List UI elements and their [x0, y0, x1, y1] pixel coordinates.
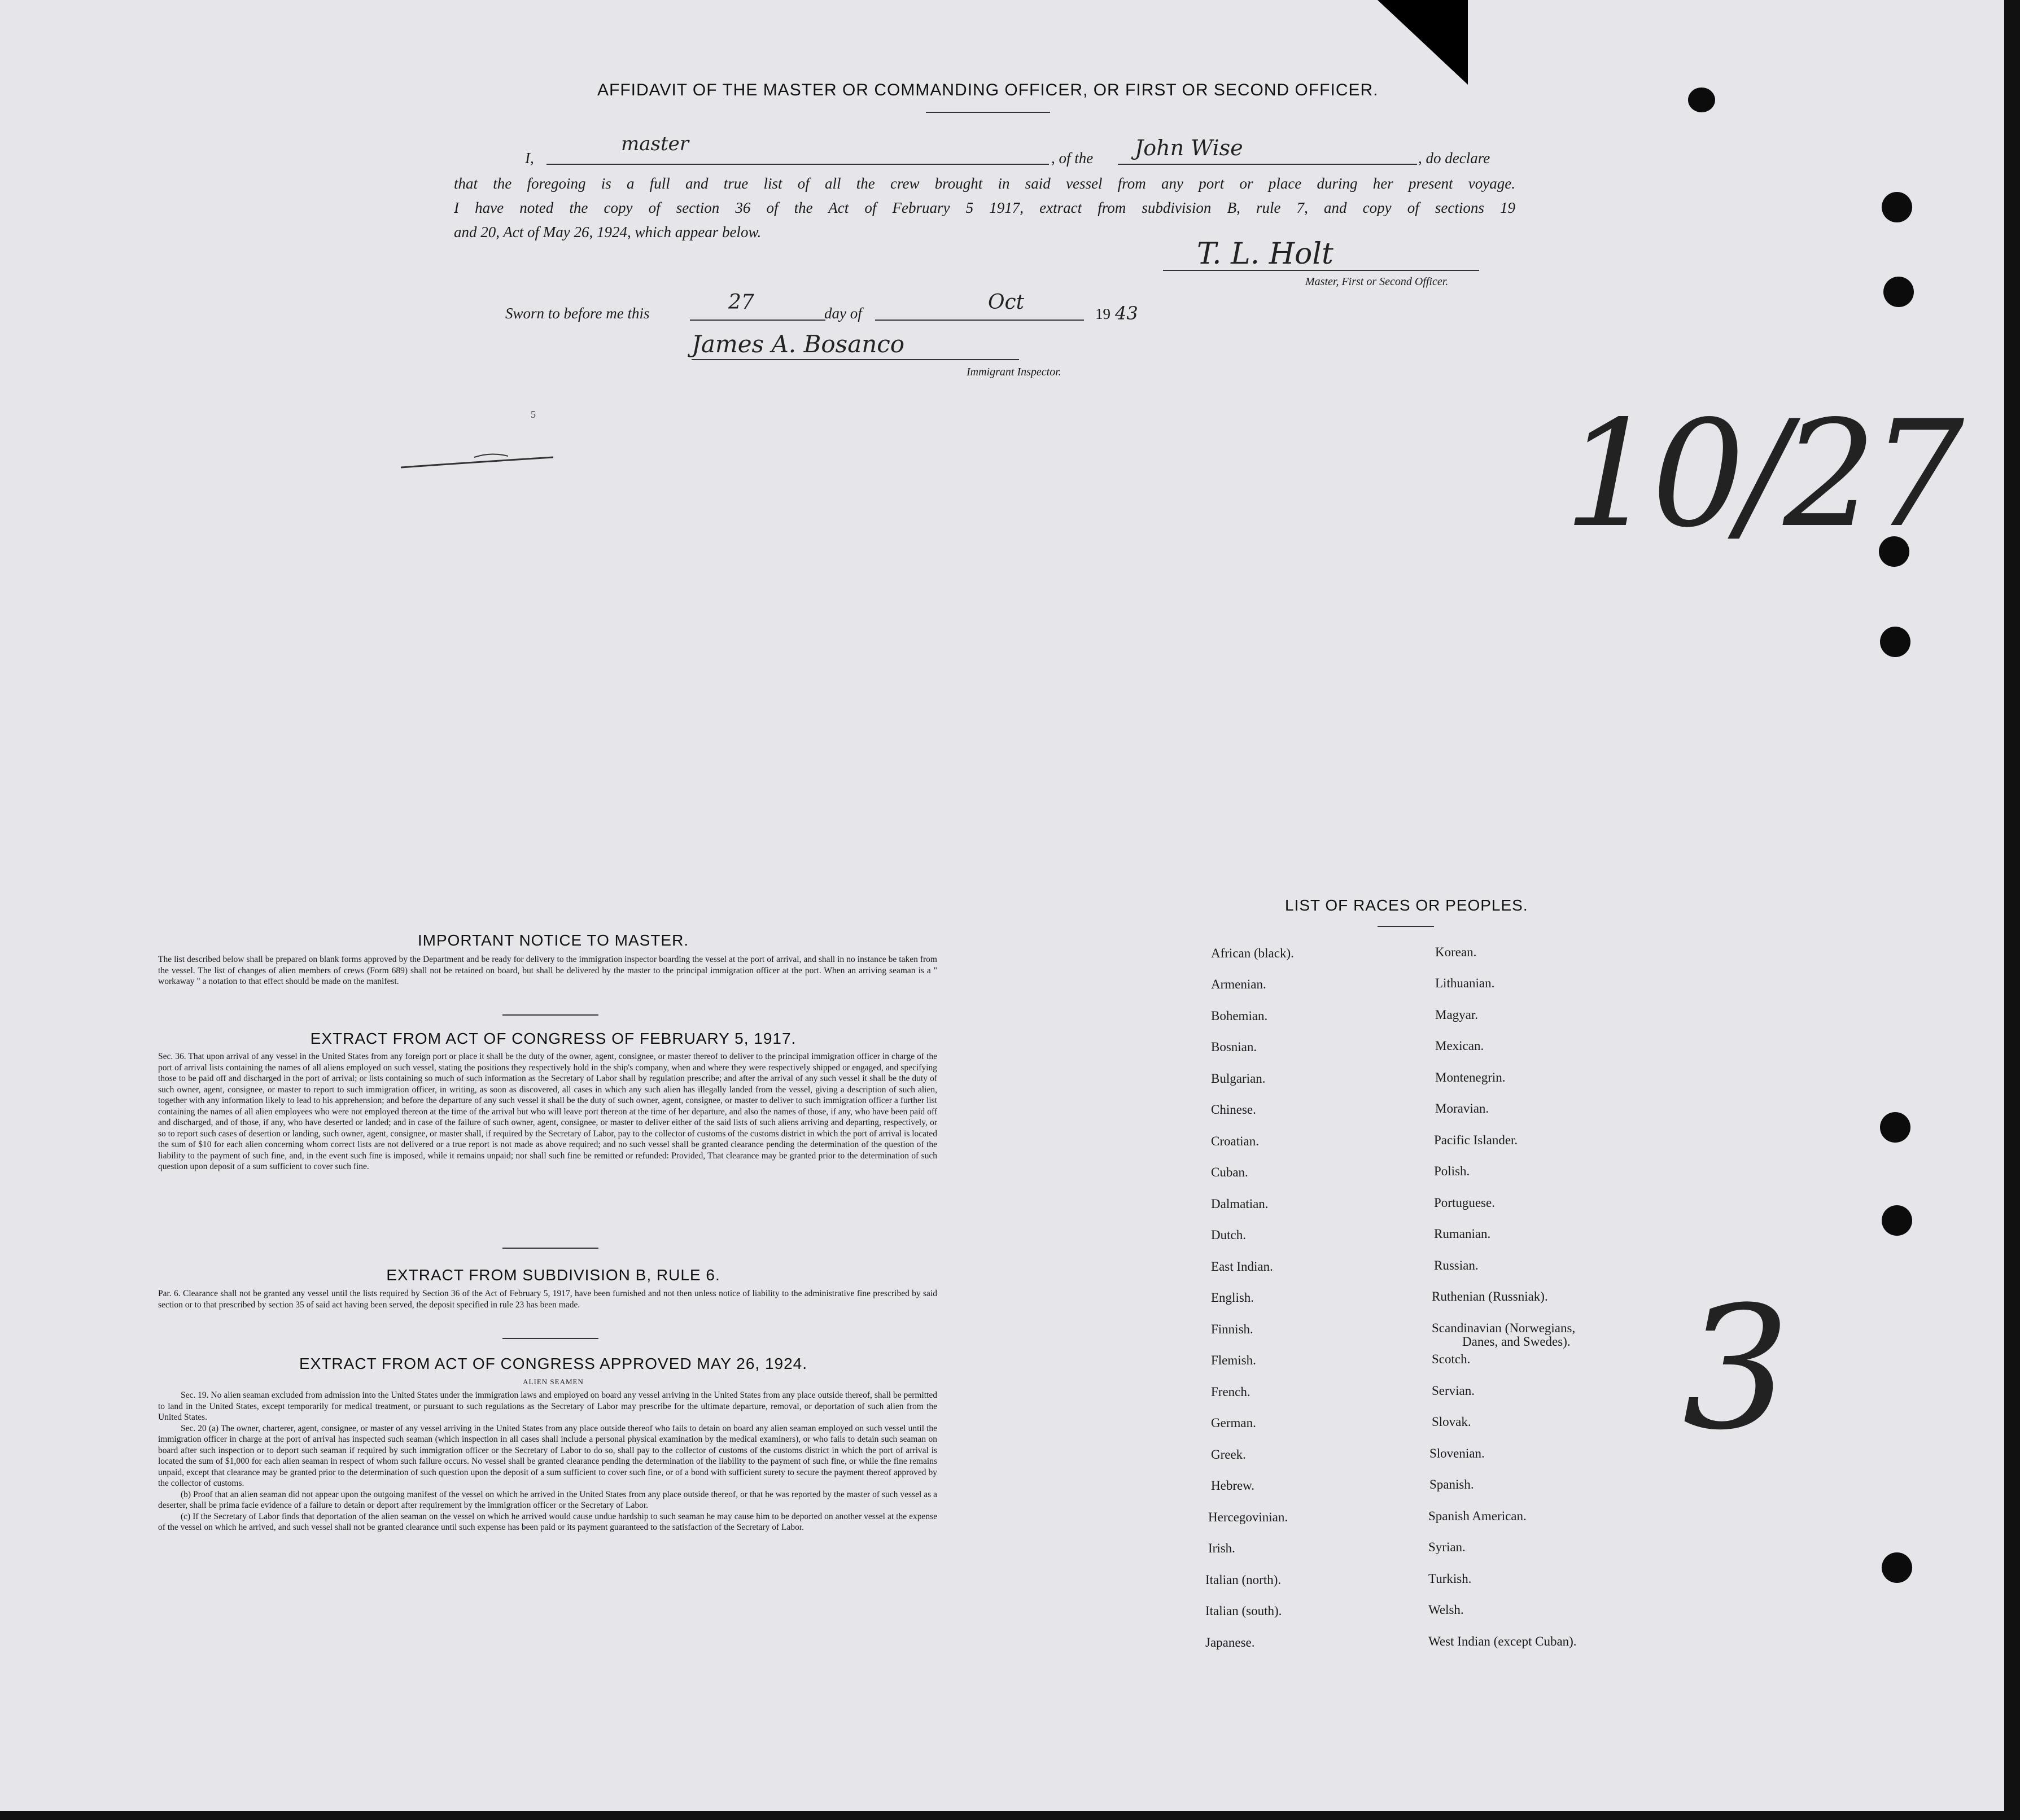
torn-corner	[1378, 0, 1468, 85]
race-item: Bohemian.	[1211, 1009, 1268, 1023]
race-item: Slovak.	[1432, 1415, 1471, 1429]
race-item: Mexican.	[1435, 1039, 1484, 1053]
punch-hole-icon	[1880, 1112, 1910, 1143]
vessel-blank	[1118, 164, 1417, 165]
race-item: Syrian.	[1428, 1540, 1466, 1554]
inspector-label: Immigrant Inspector.	[967, 366, 1061, 378]
extract-rule6-body: Par. 6. Clearance shall not be granted any vessel until the lists required by Section 36 of the Act of February 5, 1917, have been furnished and not then unless notice of liability to the administrative fine prescribed by said section or to that prescribed by section 35 of said act having been served, the deposit specified in rule 23 has been made.	[158, 1289, 937, 1310]
race-item: Spanish American.	[1428, 1509, 1527, 1523]
race-item-continuation: Danes, and Swedes).	[1462, 1335, 1571, 1349]
scan-border-bottom	[0, 1811, 2020, 1820]
handwritten-date-mark: 10/27	[1564, 390, 1959, 560]
inspector-line	[692, 359, 1019, 360]
handwritten-month: Oct	[988, 291, 1025, 314]
handwritten-vessel-name: John Wise	[1135, 135, 1243, 160]
race-item: German.	[1211, 1416, 1256, 1430]
inspector-signature: James A. Bosanco	[692, 330, 905, 358]
declaration-of-the-label: , of the	[1051, 150, 1094, 167]
race-item: Slovenian.	[1429, 1446, 1485, 1460]
races-rule	[1378, 926, 1434, 927]
handwritten-name: master	[621, 133, 689, 155]
race-item: Greek.	[1211, 1447, 1246, 1462]
race-item: Dutch.	[1211, 1228, 1246, 1242]
race-item: Bosnian.	[1211, 1040, 1257, 1054]
day-of-label: day of	[824, 305, 862, 322]
race-item: Lithuanian.	[1435, 976, 1495, 990]
race-item: Scandinavian (Norwegians,	[1432, 1321, 1576, 1335]
race-item: Hercegovinian.	[1208, 1510, 1288, 1524]
year-prefix: 19	[1095, 305, 1110, 322]
race-item: Irish.	[1208, 1541, 1235, 1555]
svg-text:5: 5	[531, 409, 536, 420]
stray-pen-mark	[395, 406, 576, 480]
race-item: Polish.	[1434, 1164, 1470, 1178]
race-item: Cuban.	[1211, 1165, 1248, 1179]
sec-20b-text: (b) Proof that an alien seaman did not appear upon the outgoing manifest of the vessel on which he arrived in the United States from any place outside thereof, or that he was reported by the master of such vessel as a deserter, shall be prima facie evidence of a failure to detain or deport after requirement by the immigration officer or the Secretary of Labor.	[158, 1489, 937, 1510]
race-item: Scotch.	[1432, 1352, 1471, 1366]
name-blank	[546, 164, 1049, 165]
punch-hole-icon	[1880, 627, 1910, 657]
race-item: Rumanian.	[1434, 1227, 1491, 1241]
race-item: English.	[1211, 1290, 1254, 1305]
declaration-i-label: I,	[525, 150, 534, 167]
race-item: African (black).	[1211, 946, 1294, 960]
race-item: Magyar.	[1435, 1008, 1479, 1022]
handwritten-page-number: 3	[1682, 1270, 1790, 1467]
section-rule	[502, 1014, 598, 1016]
sworn-label: Sworn to before me this	[505, 305, 650, 322]
sec-20c-text: (c) If the Secretary of Labor finds that deportation of the alien seaman on the vessel on which he arrived would cause undue hardship to such seaman he may cause him to be deported on another vessel at the expense of the vessel on which he arrived, and such vessel shall not be granted clearance until such expense has been paid or its payment guaranteed to the satisfaction of the Secretary of Labor.	[158, 1511, 937, 1532]
extract-1924-body	[158, 1390, 937, 1533]
race-item: Ruthenian (Russniak).	[1432, 1289, 1548, 1303]
sec-20a-text: Sec. 20 (a) The owner, charterer, agent, consignee, or master of any vessel arriving in the United States from any place outside thereof who fails to detain on board any alien seaman employed on such vessel until the immigration officer in charge at the port of arrival has inspected such seaman (which inspection in all cases shall include a personal physical examination by the medical examiners), or who fails to detain such seaman on board after such inspection or to deport such seaman if required by such immigration officer or the Secretary of Labor to do so, shall pay to the collector of customs of the customs district in which the port of arrival is located the sum of $1,000 for each alien seaman in respect of whom such failure occurs. No vessel shall be granted clearance pending the determination of the liability to the payment of such fine, or while the fine remains unpaid, except that clearance may be granted prior to the determination of such question upon the deposit of a sum sufficient to cover such fine, or of a bond with sufficient surety to secure the payment thereof approved by the collector of customs.	[158, 1423, 937, 1488]
extract-1917-title: EXTRACT FROM ACT OF CONGRESS OF FEBRUARY 5, 1917.	[310, 1030, 797, 1047]
race-item: Italian (north).	[1205, 1573, 1282, 1587]
extract-1924-subtitle: ALIEN SEAMEN	[523, 1377, 584, 1386]
month-blank	[875, 320, 1084, 321]
race-item: Russian.	[1434, 1258, 1479, 1272]
races-title: LIST OF RACES OR PEOPLES.	[1285, 896, 1528, 914]
punch-hole-icon	[1882, 1205, 1912, 1236]
race-item: Chinese.	[1211, 1102, 1256, 1117]
officer-title-label: Master, First or Second Officer.	[1305, 275, 1449, 288]
race-item: Dalmatian.	[1211, 1197, 1269, 1211]
declaration-line-3: I have noted the copy of section 36 of the Act of February 5 1917, extract from subdivision B, rule 7, and copy of sections 19	[454, 199, 1515, 216]
race-item: Finnish.	[1211, 1322, 1253, 1336]
extract-1917-body: Sec. 36. That upon arrival of any vessel in the United States from any foreign port or place it shall be the duty of the owner, agent, consignee, or master thereof to deliver to the principal immigration officer in charge of the port of arrival lists containing the names of all aliens employed on such vessel, stating the positions they respectively hold in the ship's company, when and where they were respectively shipped or engaged, and specifying those to be paid off and discharged in the port of arrival; or lists containing so much of such information as the Secretary of Labor shall by regulation prescribe; and after the arrival of any such vessel it shall be the duty of such owner, agent, consignee, or master to report to such immigration officer, in writing, as soon as discovered, all cases in which any such alien has illegally landed from the vessel, giving a description of such alien, together with any information likely to lead to his apprehension; and before the departure of any such vessel it shall be the duty of such owner, agent, consignee, or master to deliver to such immigration officer a further list containing the names of all alien employees who were not employed thereon at the time of the arrival but who will leave port thereon at the time of her departure, and also the names of those, if any, who have been paid off and discharged, and of those, if any, who have deserted or landed; and in case of the failure of such owner, agent, consignee, or master to deliver either of the said lists of such aliens arriving and departing, respectively, or so to report such cases of desertion or landing, such owner, agent, consignee, or master shall, if required by the Secretary of Labor, pay to the collector of customs of the customs district in which the port of arrival is located the sum of $10 for each alien concerning whom correct lists are not delivered or a true report is not made as above required; and no such vessel shall be granted clearance pending the determination of the question of the liability to the payment of such fine, and, in the event such fine is imposed, while it remains unpaid; nor shall such fine be remitted or refunded: Provided, That clearance may be granted prior to the determination of such question upon deposit of a sum sufficient to cover such fine.	[158, 1052, 937, 1171]
race-item: Welsh.	[1428, 1603, 1464, 1617]
ink-blot-icon	[1688, 88, 1715, 112]
handwritten-year: 43	[1115, 303, 1138, 324]
race-item: Italian (south).	[1205, 1604, 1282, 1618]
race-item: Pacific Islander.	[1434, 1133, 1518, 1147]
declaration-line-2: that the foregoing is a full and true list of all the crew brought in said vessel from any port or place during her present voyage.	[454, 175, 1515, 192]
punch-hole-icon	[1883, 277, 1914, 307]
day-blank	[690, 320, 825, 321]
race-item: Bulgarian.	[1211, 1071, 1266, 1086]
race-item: Hebrew.	[1211, 1478, 1255, 1493]
race-item: Japanese.	[1205, 1635, 1255, 1650]
race-item: French.	[1211, 1385, 1251, 1399]
race-item: West Indian (except Cuban).	[1428, 1634, 1577, 1648]
declaration-declare-label: , do declare	[1418, 150, 1490, 167]
race-item: East Indian.	[1211, 1259, 1273, 1274]
race-item: Croatian.	[1211, 1134, 1259, 1148]
extract-rule6-title: EXTRACT FROM SUBDIVISION B, RULE 6.	[386, 1266, 720, 1284]
race-item: Flemish.	[1211, 1353, 1256, 1367]
title-rule	[926, 112, 1050, 113]
sec-19-text: Sec. 19. No alien seaman excluded from admission into the United States under the immigration laws and employed on board any vessel arriving in the United States from any place outside thereof, shall be permitted to land in the United States, except temporarily for medical treatment, or pursuant to such regulations as the Secretary of Labor may prescribe for the ultimate departure, removal, or deportation of such alien from the United States.	[158, 1390, 937, 1422]
race-item: Servian.	[1432, 1384, 1475, 1398]
race-item: Korean.	[1435, 945, 1477, 959]
race-item: Turkish.	[1428, 1572, 1472, 1586]
punch-hole-icon	[1882, 1552, 1912, 1583]
scan-border-right	[2004, 0, 2020, 1820]
race-item: Spanish.	[1429, 1477, 1474, 1491]
race-item: Armenian.	[1211, 977, 1266, 991]
notice-body: The list described below shall be prepared on blank forms approved by the Department and be ready for delivery to the immigration inspector boarding the vessel at the port of arrival, and shall in no instance be taken from the vessel. The list of changes of alien members of crews (Form 689) shall not be retained on board, but shall be delivered by the master to the principal immigration officer at the port. When an arriving seaman is a " workaway " a notation to that effect should be made on the manifest.	[158, 955, 937, 986]
notice-title: IMPORTANT NOTICE TO MASTER.	[417, 931, 689, 949]
punch-hole-icon	[1882, 192, 1912, 222]
master-signature: T. L. Holt	[1197, 237, 1333, 271]
signature-line	[1163, 270, 1479, 271]
section-rule	[502, 1338, 598, 1339]
section-rule	[502, 1248, 598, 1249]
race-item: Portuguese.	[1434, 1196, 1495, 1210]
race-item: Montenegrin.	[1435, 1070, 1506, 1084]
race-item: Moravian.	[1435, 1101, 1489, 1115]
extract-1924-title: EXTRACT FROM ACT OF CONGRESS APPROVED MAY 26, 1924.	[299, 1355, 808, 1372]
handwritten-day: 27	[728, 291, 754, 314]
declaration-line-4: and 20, Act of May 26, 1924, which appear below.	[454, 224, 762, 240]
affidavit-title: AFFIDAVIT OF THE MASTER OR COMMANDING OFFICER, OR FIRST OR SECOND OFFICER.	[597, 81, 1379, 99]
